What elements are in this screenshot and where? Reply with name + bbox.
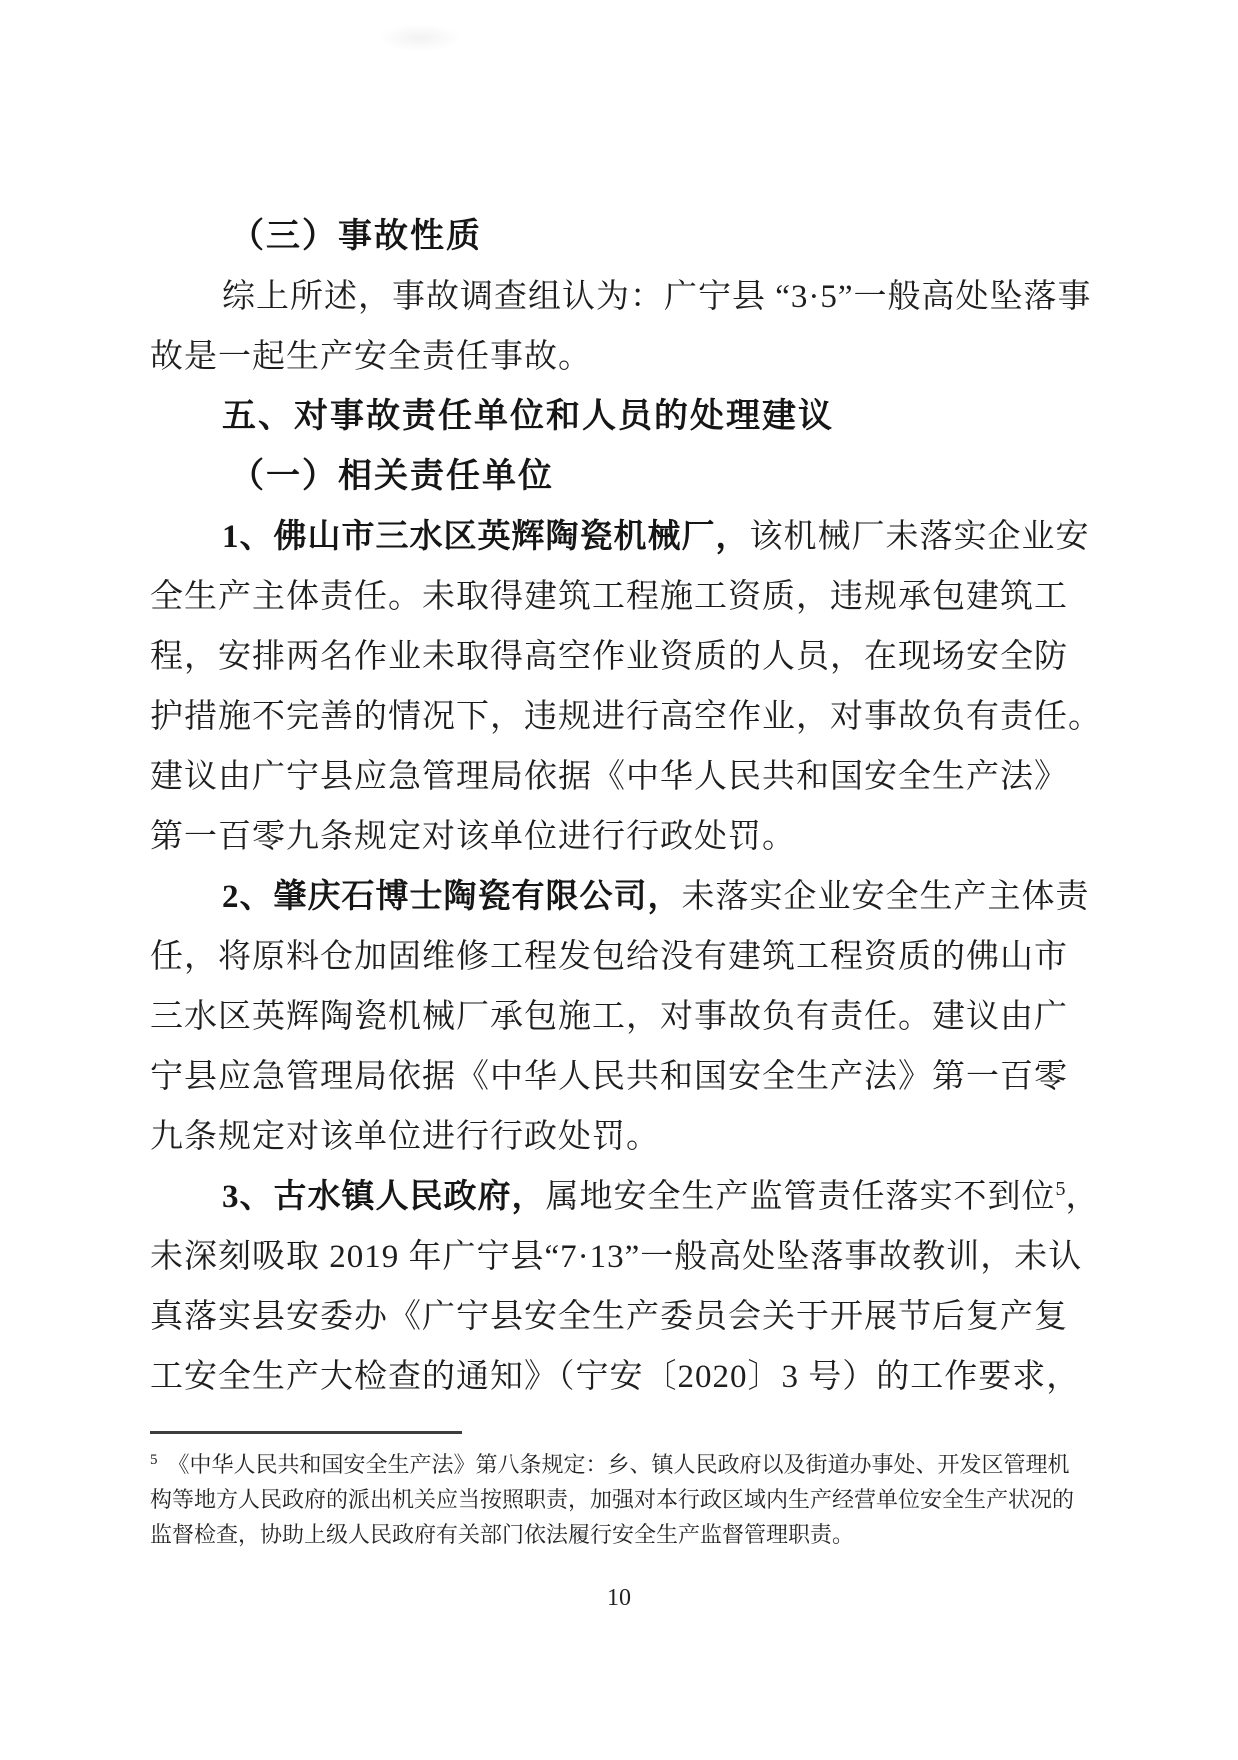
- footnote-line: [150, 1482, 1100, 1517]
- body-text: 三水区英辉陶瓷机械厂承包施工，对事故负有责任。建议由广: [150, 999, 1068, 1035]
- paragraph-line: [150, 1347, 1090, 1407]
- entity-name-bold: 2、肇庆石博士陶瓷有限公司，: [222, 879, 682, 915]
- body-text: 未落实企业安全生产主体责: [681, 879, 1090, 915]
- paragraph-line: [150, 747, 1090, 807]
- body-text: 宁县应急管理局依据《中华人民共和国安全生产法》第一百零: [150, 1059, 1068, 1095]
- paragraph-line: [150, 567, 1090, 627]
- section-heading-3: [150, 207, 1090, 267]
- paragraph-line: [150, 1227, 1090, 1287]
- body-text: 真落实县安委办《广宁县安全生产委员会关于开展节后复产复: [150, 1299, 1068, 1335]
- paragraph-line: [150, 867, 1090, 927]
- entity-name-bold: 1、佛山市三水区英辉陶瓷机械厂，: [222, 519, 750, 555]
- paragraph-line: [150, 1167, 1100, 1227]
- footnote-text: 构等地方人民政府的派出机关应当按照职责，加强对本行政区域内生产经营单位安全生产状况的: [150, 1487, 1075, 1512]
- paragraph-line: [150, 807, 1090, 867]
- footnote-reference-5: 5: [1055, 1178, 1066, 1200]
- paragraph-line: [150, 1287, 1090, 1347]
- paragraph-line: [150, 1047, 1090, 1107]
- paragraph-line: [150, 327, 1090, 387]
- paragraph-line: [150, 507, 1090, 567]
- body-text: ，: [1065, 1179, 1100, 1215]
- body-text: 第一百零九条规定对该单位进行行政处罚。: [150, 819, 796, 855]
- paragraph-line: [150, 1107, 1090, 1167]
- section-heading-5: [150, 387, 1090, 447]
- subsection-heading-1: [150, 447, 1090, 507]
- footnote: [150, 1447, 1100, 1552]
- body-text: 故是一起生产安全责任事故。: [150, 339, 592, 375]
- heading-text: 五、对事故责任单位和人员的处理建议: [222, 398, 834, 435]
- heading-text: （一）相关责任单位: [230, 458, 554, 495]
- body-text: 任，将原料仓加固维修工程发包给没有建筑工程资质的佛山市: [150, 939, 1068, 975]
- body-text: 工安全生产大检查的通知》（宁安〔2020〕3 号）的工作要求，: [150, 1359, 1081, 1395]
- paragraph-line: [150, 627, 1090, 687]
- body-text: 建议由广宁县应急管理局依据《中华人民共和国安全生产法》: [150, 759, 1068, 795]
- paragraph-line: [150, 267, 1090, 327]
- body-text: 属地安全生产监管责任落实不到位: [545, 1179, 1056, 1215]
- footnote-separator: [150, 1431, 462, 1434]
- paragraph-line: [150, 927, 1090, 987]
- paragraph-line: [150, 987, 1090, 1047]
- body-text: 护措施不完善的情况下，违规进行高空作业，对事故负有责任。: [150, 699, 1102, 735]
- paragraph-line: [150, 687, 1102, 747]
- footnote-text: 监督检查，协助上级人民政府有关部门依法履行安全生产监督管理职责。: [150, 1522, 855, 1547]
- footnote-line: [150, 1517, 1100, 1552]
- heading-text: （三）事故性质: [230, 218, 482, 255]
- body-text: 全生产主体责任。未取得建筑工程施工资质，违规承包建筑工: [150, 579, 1068, 615]
- body-text: 综上所述，事故调查组认为：广宁县 “3·5”一般高处坠落事: [222, 279, 1092, 315]
- footnote-line: [150, 1447, 1100, 1482]
- document-body: [150, 207, 1102, 1407]
- body-text: 九条规定对该单位进行行政处罚。: [150, 1119, 660, 1155]
- body-text: 该机械厂未落实企业安: [749, 519, 1090, 555]
- footnote-marker-5: 5: [150, 1451, 158, 1468]
- page-number: 10: [607, 1585, 631, 1611]
- footnote-text: 《中华人民共和国安全生产法》第八条规定：乡、镇人民政府以及街道办事处、开发区管理机: [167, 1452, 1070, 1477]
- body-text: 程，安排两名作业未取得高空作业资质的人员，在现场安全防: [150, 639, 1068, 675]
- entity-name-bold: 3、古水镇人民政府，: [222, 1179, 546, 1215]
- body-text: 未深刻吸取 2019 年广宁县“7·13”一般高处坠落事故教训，未认: [150, 1239, 1083, 1275]
